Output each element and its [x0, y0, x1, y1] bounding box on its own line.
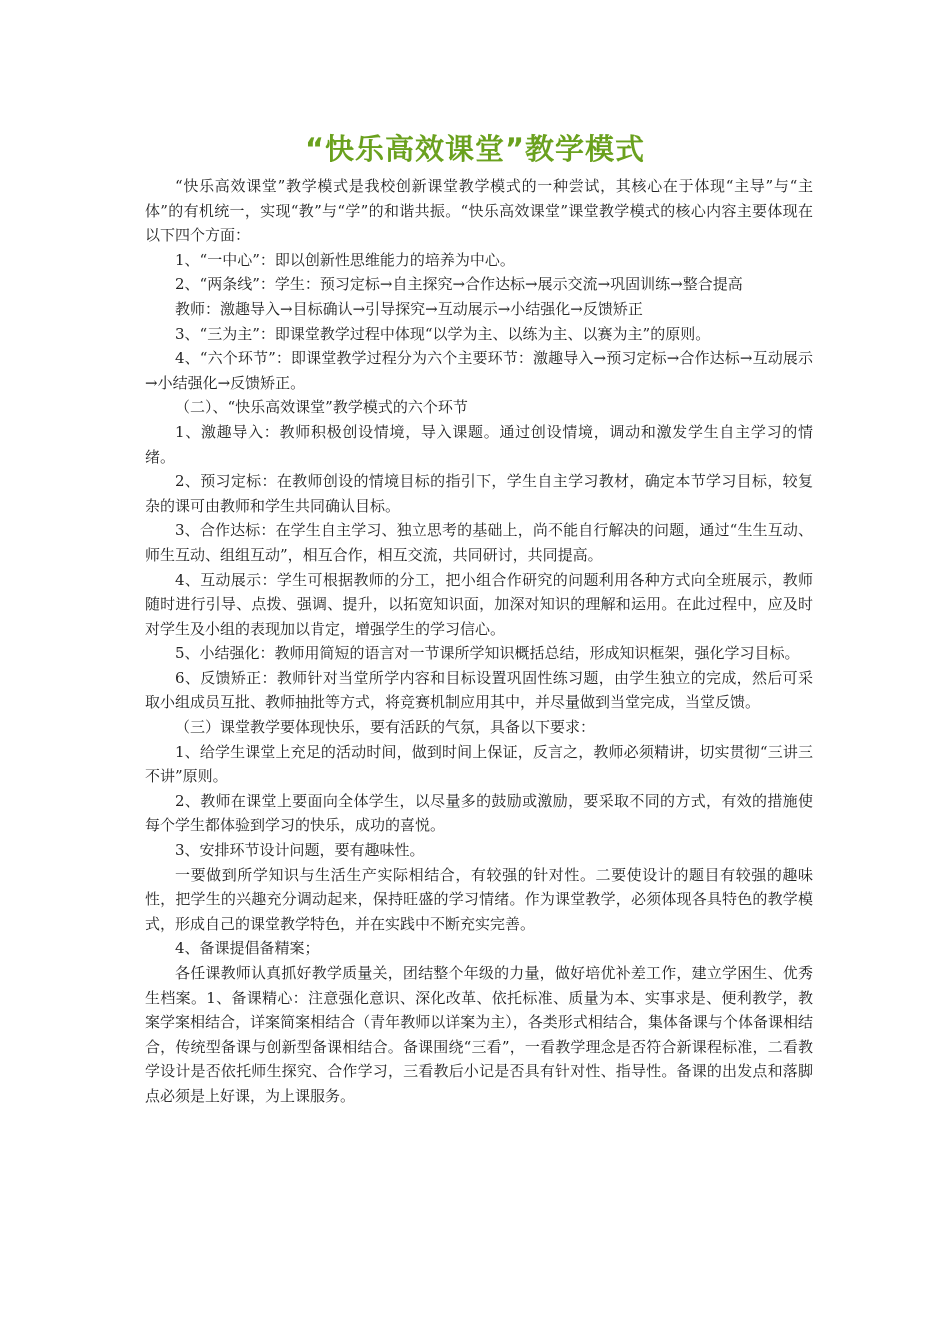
paragraph: 4、“六个环节”：即课堂教学过程分为六个主要环节：激趣导入→预习定标→合作达标→互动展示→小结强化→反馈矫正。 — [145, 349, 813, 392]
paragraph: 4、互动展示：学生可根据教师的分工，把小组合作研究的问题利用各种方式向全班展示，教师随时进行引导、点拨、强调、提升，以拓宽知识面，加深对知识的理解和运用。在此过程中，应及时对学生及小组的表现加以肯定，增强学生的学习信心。 — [145, 570, 813, 638]
paragraph: 3、安排环节设计问题，要有趣味性。 — [175, 841, 425, 860]
paragraph: 1、给学生课堂上充足的活动时间，做到时间上保证，反言之，教师必须精讲，切实贯彻“三讲三不讲”原则。 — [145, 742, 813, 786]
paragraph: 3、“三为主”：即课堂教学过程中体现“以学为主、以练为主、以赛为主”的原则。 — [175, 324, 711, 343]
paragraph: 2、预习定标：在教师创设的情境目标的指引下，学生自主学习教材，确定本节学习目标，较复杂的课可由教师和学生共同确认目标。 — [145, 472, 813, 515]
document-body — [145, 174, 813, 1109]
paragraph: 一要做到所学知识与生活生产实际相结合，有较强的针对性。二要使设计的题目有较强的趣味性，把学生的兴趣充分调动起来，保持旺盛的学习情绪。作为课堂教学，必须体现各具特色的教学模式，形成自己的课堂教学特色，并在实践中不断充实完善。 — [145, 865, 813, 933]
paragraph: 各任课教师认真抓好教学质量关，团结整个年级的力量，做好培优补差工作，建立学困生、优秀生档案。1、备课精心：注意强化意识、深化改革、依托标准、质量为本、实事求是、便利教学，教案学案相结合，详案简案相结合（青年教师以详案为主），各类形式相结合，集体备课与个体备课相结合，传统型备课与创新型备课相结合。备课围绕“三看”，一看教学理念是否符合新课程标准，二看教学设计是否依托师生探究、合作学习，三看教后小记是否具有针对性、指导性。备课的出发点和落脚点必须是上好课，为上课服务。 — [145, 964, 813, 1105]
paragraph: 2、“两条线”：学生：预习定标→自主探究→合作达标→展示交流→巩固训练→整合提高 — [175, 275, 743, 294]
document-title: “快乐高效课堂”教学模式 — [304, 132, 646, 166]
paragraph: 1、“一中心”：即以创新性思维能力的培养为中心。 — [175, 250, 515, 269]
paragraph: 4、备课提倡备精案； — [175, 939, 320, 958]
paragraph: 教师：激趣导入→目标确认→引导探究→互动展示→小结强化→反馈矫正 — [175, 299, 643, 318]
paragraph: 1、激趣导入：教师积极创设情境，导入课题。通过创设情境，调动和激发学生自主学习的情绪。 — [145, 422, 813, 466]
paragraph: 2、教师在课堂上要面向全体学生，以尽量多的鼓励或激励，要采取不同的方式，有效的措施使每个学生都体验到学习的快乐，成功的喜悦。 — [145, 791, 813, 835]
section-heading: （三）课堂教学要体现快乐，要有活跃的气氛，具备以下要求： — [175, 718, 596, 737]
paragraph: 6、反馈矫正：教师针对当堂所学内容和目标设置巩固性练习题，由学生独立的完成，然后可采取小组成员互批、教师抽批等方式，将竞赛机制应用其中，并尽量做到当堂完成，当堂反馈。 — [145, 668, 813, 712]
section-heading: （二）、“快乐高效课堂”教学模式的六个环节 — [175, 398, 468, 417]
paragraph: 3、合作达标：在学生自主学习、独立思考的基础上，尚不能自行解决的问题，通过“生生互动、师生互动、组组互动”，相互合作，相互交流，共同研讨，共同提高。 — [145, 521, 813, 564]
paragraph: “快乐高效课堂”教学模式是我校创新课堂教学模式的一种尝试，其核心在于体现“主导”与“主体”的有机统一，实现“教”与“学”的和谐共振。“快乐高效课堂”课堂教学模式的核心内容主要体现在以下四个方面： — [145, 177, 813, 245]
paragraph: 5、小结强化：教师用简短的语言对一节课所学知识概括总结，形成知识框架，强化学习目标。 — [175, 644, 800, 663]
